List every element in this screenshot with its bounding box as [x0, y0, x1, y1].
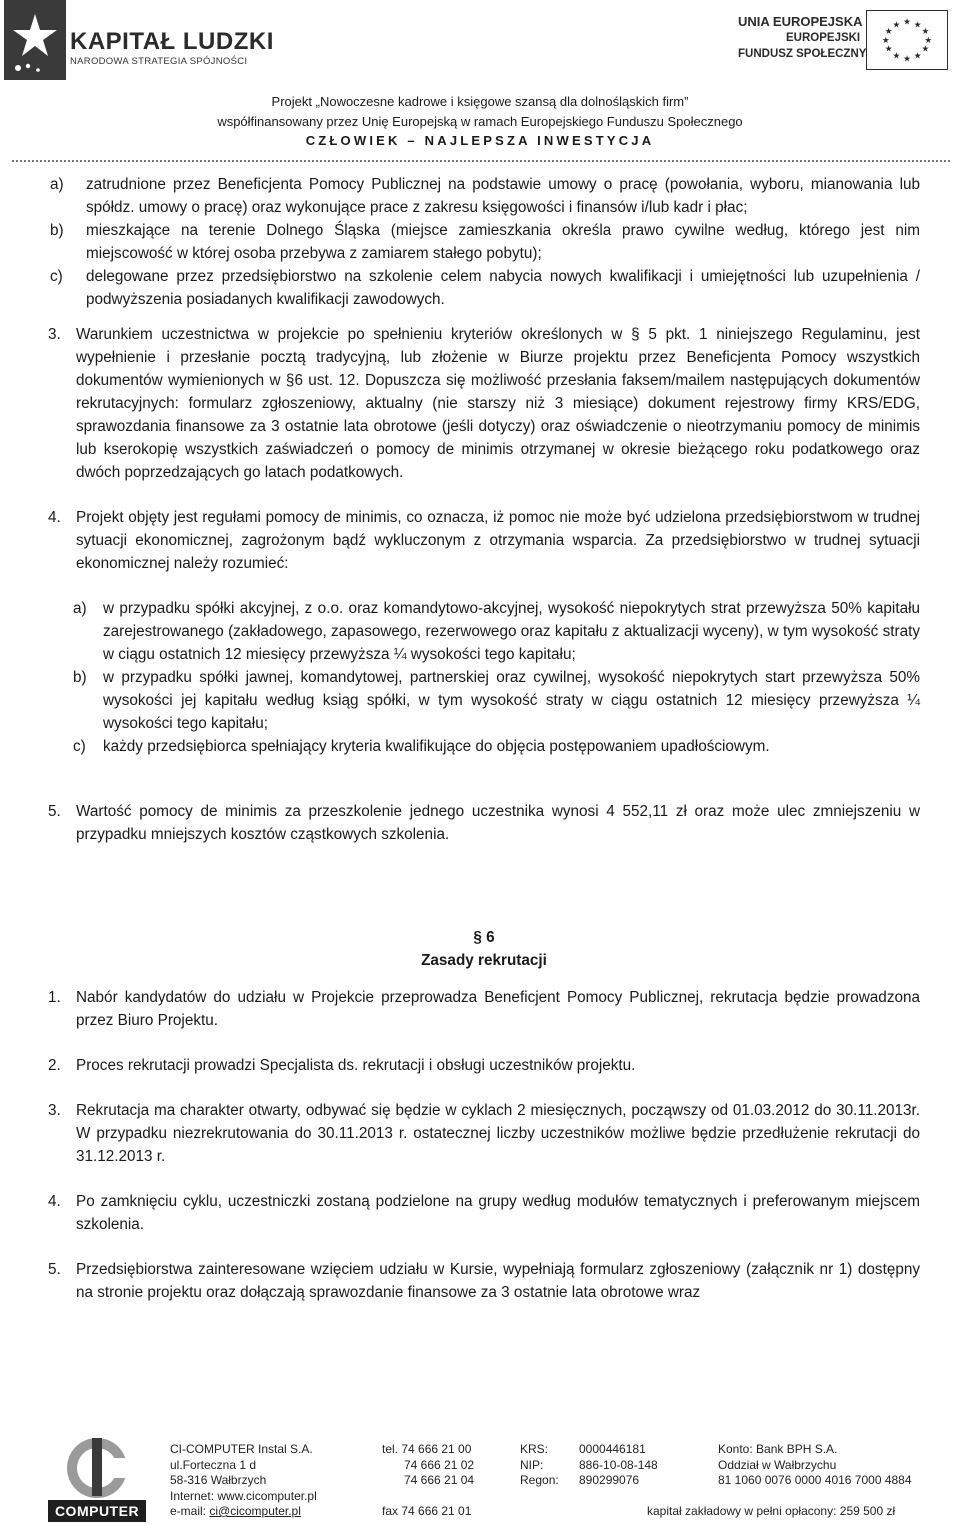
paragraph-text: Projekt objęty jest regułami pomocy de minimis, co oznacza, iż pomoc nie może być udzielona przedsiębiorstwom w trudnej sytuacji ekonomicznej, zagrożonym bądź wykluczonym z otrzymania wsparcia. Za przedsiębiorstwo w trudnej sytuacji ekonomicznej należy rozumieć: [76, 509, 920, 572]
list-text: delegowane przez przedsiębiorstwo na szkolenie celem nabycia nowych kwalifikacji i umiejętności lub uzupełnienia / podwyższenia posiadanych kwalifikacji zawodowych. [86, 268, 920, 308]
project-cofinancing: współfinansowany przez Unię Europejską w ramach Europejskiego Funduszu Społecznego [217, 114, 743, 129]
list-text: zatrudnione przez Beneficjenta Pomocy Publicznej na podstawie umowy o pracę (powołania, wyboru, mianowania lub spółdz. umowy o pracę) oraz wykonujące prace z zakresu księgowości i finansów i/lub kadr i płac; [86, 176, 920, 216]
numbered-paragraph [48, 506, 920, 575]
svg-text:★: ★ [903, 54, 911, 65]
company-street: ul.Forteczna 1 d [170, 1457, 257, 1472]
paragraph-text: Wartość pomocy de minimis za przeszkolenie jednego uczestnika wynosi 4 552,11 zł oraz może ulec zmniejszeniu w przypadku mniejszych kosztów cząstkowych szkolenia. [76, 803, 920, 843]
footer-phones [382, 1442, 474, 1520]
svg-text:★: ★ [924, 35, 933, 46]
ci-logo-word: COMPUTER [48, 1500, 146, 1522]
footer-capital [647, 1504, 895, 1520]
eu-logo-line2: EUROPEJSKI [786, 32, 861, 44]
list-text: w przypadku spółki akcyjnej, z o.o. oraz komandytowo-akcyjnej, wysokość niepokrytych strat przewyższa 50% kapitału zarejestrowanego (zakładowego, zapasowego, rezerwowego oraz kapitału z aktualizacji wyceny), w tym wysokość straty w ciągu ostatnich 12 miesięcy przewyższa ¼ wysokości tego kapitału; [103, 600, 920, 663]
phone-main: tel. 74 666 21 00 [382, 1442, 472, 1456]
list-marker: b) [73, 669, 87, 686]
phone-2: 74 666 21 02 [404, 1457, 475, 1472]
eu-logo [738, 10, 958, 80]
svg-text:★: ★ [892, 51, 901, 62]
header-divider [12, 160, 950, 162]
list-marker: c) [73, 738, 86, 755]
list-marker: 4. [48, 509, 61, 526]
email-link[interactable]: ci@cicomputer.pl [209, 1504, 301, 1518]
paragraph-text: Po zamknięciu cyklu, uczestniczki zostaną podzielone na grupy według modułów tematycznych i preferowanym miejscem szkolenia. [76, 1193, 920, 1233]
list-item [48, 597, 920, 666]
svg-text:★: ★ [884, 27, 893, 38]
eu-flag-icon [866, 10, 948, 70]
svg-text:★: ★ [892, 20, 901, 31]
list-item [48, 219, 920, 265]
list-marker: b) [50, 222, 64, 239]
share-capital: kapitał zakładowy w pełni opłacony: 259 500 zł [647, 1504, 896, 1518]
bank-branch: Oddział w Wałbrzychu [718, 1457, 837, 1472]
project-title: Projekt „Nowoczesne kadrowe i księgowe szansą dla dolnośląskich firm” [271, 94, 689, 109]
svg-text:★: ★ [921, 27, 930, 38]
krs-label: KRS: [520, 1442, 549, 1456]
ci-logo-mark-icon [48, 1432, 146, 1500]
list-marker: 5. [48, 1261, 61, 1278]
page-header [0, 0, 960, 165]
kapital-ludzki-star-icon [4, 0, 66, 80]
company-email: e-mail: ci@cicomputer.pl [170, 1504, 301, 1518]
paragraph-text: Nabór kandydatów do udziału w Projekcie przeprowadza Beneficjent Pomocy Publicznej, rekrutacja będzie prowadzona przez Biuro Projektu. [76, 989, 920, 1029]
numbered-paragraph [48, 1099, 920, 1168]
list-item [48, 173, 920, 219]
svg-text:★: ★ [921, 44, 930, 55]
company-internet: Internet: www.cicomputer.pl [170, 1488, 317, 1503]
numbered-paragraph [48, 323, 920, 484]
section-number: § 6 [473, 929, 495, 946]
list-item [48, 735, 920, 758]
paragraph-text: Proces rekrutacji prowadzi Specjalista ds. rekrutacji i obsługi uczestników projektu. [76, 1057, 636, 1074]
svg-text:★: ★ [884, 44, 893, 55]
paragraph-text: Warunkiem uczestnictwa w projekcie po spełnieniu kryteriów określonych w § 5 pkt. 1 niniejszego Regulaminu, jest wypełnienie i przesłanie pocztą tradycyjną, lub złożenie w Biurze projektu przez Beneficjenta Pomocy wszystkich dokumentów wymienionych w §6 ust. 12. Dopuszcza się możliwość przesłania faksem/mailem następujących dokumentów rekrutacyjnych: formularz zgłoszeniowy, aktualny (nie starszy niż 3 miesiące) dokument rejestrowy firmy KRS/EDG, sprawozdania finansowe za 3 ostatnie lata obrotowe (jeśli dotyczy) oraz oświadczenie o nieotrzymaniu pomocy de minimis lub kserokopię wszystkich zaświadczeń o pomocy de minimis otrzymanej w okresie bieżącego roku podatkowego oraz dwóch poprzedzających go latach podatkowych. [76, 326, 920, 481]
numbered-paragraph [48, 1258, 920, 1304]
list-marker: 3. [48, 1102, 61, 1119]
footer-address [170, 1442, 317, 1520]
paragraph-text: Przedsiębiorstwa zainteresowane wzięciem udziału w Kursie, wypełniają formularz zgłoszeniowy (załącznik nr 1) dostępny na stronie projektu oraz dołączają sprawozdanie finansowe za 3 ostatnie lata obrotowe wraz [76, 1261, 920, 1301]
list-item [48, 265, 920, 311]
project-motto: CZŁOWIEK – NAJLEPSZA INWESTYCJA [305, 133, 655, 148]
list-marker: 5. [48, 803, 61, 820]
document-body [48, 173, 920, 1304]
svg-text:★: ★ [913, 51, 922, 62]
numbered-paragraph [48, 1190, 920, 1236]
list-marker: 3. [48, 326, 61, 343]
numbered-paragraph [48, 800, 920, 846]
list-marker: 4. [48, 1193, 61, 1210]
list-marker: a) [50, 176, 64, 193]
numbered-paragraph [48, 1054, 920, 1077]
nip-value: 886-10-08-148 [579, 1457, 658, 1472]
page-footer [0, 1430, 960, 1525]
kapital-ludzki-logo [4, 0, 294, 80]
kapital-ludzki-title: KAPITAŁ LUDZKI [70, 28, 274, 55]
website-link[interactable]: www.cicomputer.pl [217, 1488, 317, 1503]
list-marker: 2. [48, 1057, 61, 1074]
phone-3: 74 666 21 04 [404, 1473, 475, 1487]
kapital-ludzki-subtitle: NARODOWA STRATEGIA SPÓJNOŚCI [70, 56, 248, 67]
eu-logo-line1: UNIA EUROPEJSKA [738, 14, 863, 29]
list-item [48, 666, 920, 735]
footer-registry-labels [520, 1442, 559, 1489]
numbered-paragraph [48, 986, 920, 1032]
list-marker: 1. [48, 989, 61, 1006]
svg-text:★: ★ [913, 20, 922, 31]
svg-text:★: ★ [881, 35, 890, 46]
list-text: mieszkające na terenie Dolnego Śląska (miejsce zamieszkania określa prawo cywilne według, którego jest nim miejscowość w której osoba przebywa z zamiarem stałego pobytu); [86, 222, 920, 262]
list-marker: c) [50, 268, 63, 285]
section-title: Zasady rekrutacji [421, 952, 547, 969]
list-text: w przypadku spółki jawnej, komandytowej, partnerskiej oraz cywilnej, wysokość niepokrytych start przewyższa 50% wysokości jej kapitału według ksiąg spółki, w tym wysokość straty w ciągu ostatnich 12 miesięcy przewyższa ¼ wysokości tego kapitału; [103, 669, 920, 732]
svg-text:★: ★ [903, 17, 911, 28]
ci-computer-logo [48, 1432, 146, 1524]
bank-name: Konto: Bank BPH S.A. [718, 1442, 838, 1456]
footer-bank [718, 1442, 912, 1489]
eu-logo-line3: FUNDUSZ SPOŁECZNY [738, 48, 867, 60]
fax-number: fax 74 666 21 01 [382, 1504, 472, 1518]
footer-registry-values [579, 1442, 658, 1489]
regon-label: Regon: [520, 1473, 559, 1487]
list-marker: a) [73, 600, 87, 617]
paragraph-text: Rekrutacja ma charakter otwarty, odbywać się będzie w cyklach 2 miesięcznych, począwszy od 01.03.2012 do 30.11.2013r. W przypadku niezrekrutowania do 30.11.2013 r. ostatecznej liczby uczestników możliwe będzie przedłużenie rekrutacji do 31.12.2013 r. [76, 1102, 920, 1165]
company-name: CI-COMPUTER Instal S.A. [170, 1442, 313, 1456]
company-city: 58-316 Wałbrzych [170, 1473, 267, 1487]
bank-account: 81 1060 0076 0000 4016 7000 4884 [718, 1473, 912, 1487]
krs-value: 0000446181 [579, 1442, 646, 1456]
list-text: każdy przedsiębiorca spełniający kryteria kwalifikujące do objęcia postępowaniem upadłościowym. [103, 738, 770, 755]
regon-value: 890299076 [579, 1473, 640, 1487]
nip-label: NIP: [520, 1457, 544, 1472]
